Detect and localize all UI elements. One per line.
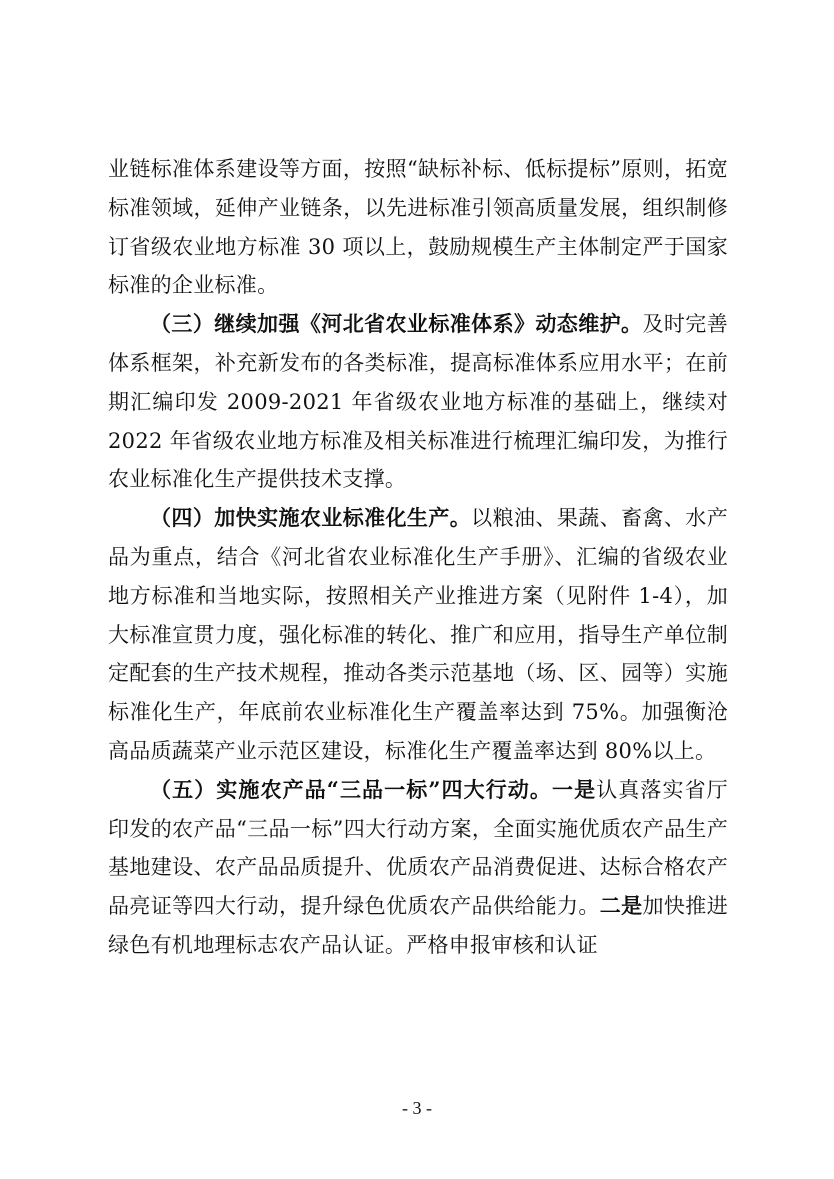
paragraph-4-text-a: 认真落实省厅印发的农产品“三品一标”四大行动方案，全面实施优质农产品生产基地建设、农产品品质提升、优质农产品消费促进、达标合格农产品亮证等四大行动，提升绿色优质农产品供给能力。	[108, 777, 728, 919]
paragraph-3-text: 以粮油、果蔬、畜禽、水产品为重点，结合《河北省农业标准化生产手册》、汇编的省级农业地方标准和当地实际，按照相关产业推进方案（见附件 1-4），加大标准宣贯力度，强化标准的转化、推广和应用，指导生产单位制定配套的生产技术规程，推动各类示范基地（场、区、园等）实施标准化生产，年底前农业标准化生产覆盖率达到 75%。加强衡沧高品质蔬菜产业示范区建设，标准化生产覆盖率达到 80%以上。	[108, 506, 728, 763]
paragraph-2-heading: （三）继续加强《河北省农业标准体系》动态维护。	[150, 311, 643, 337]
paragraph-4-heading: （五）实施农产品“三品一标”四大行动。一是	[150, 776, 597, 802]
paragraph-2	[108, 305, 728, 499]
paragraph-1-text: 业链标准体系建设等方面，按照“缺标补标、低标提标”原则，拓宽标准领域，延伸产业链条，以先进标准引领高质量发展，组织制修订省级农业地方标准 30 项以上，鼓励规模生产主体制定严于国家标准的企业标准。	[108, 157, 728, 298]
document-body	[108, 150, 728, 965]
paragraph-3-heading: （四）加快实施农业标准化生产。	[150, 505, 472, 531]
paragraph-3	[108, 499, 728, 771]
paragraph-4	[108, 771, 728, 965]
page-number: - 3 -	[402, 1098, 432, 1118]
paragraph-1	[108, 150, 728, 305]
paragraph-2-text: 及时完善体系框架，补充新发布的各类标准，提高标准体系应用水平；在前期汇编印发 2009-2021 年省级农业地方标准的基础上，继续对 2022 年省级农业地方标准及相关标准进行梳理汇编印发，为推行农业标准化生产提供技术支撑。	[108, 312, 729, 492]
paragraph-4-subheading: 二是	[599, 893, 643, 919]
paragraph-4-text-b: 加快推进绿色有机地理标志农产品认证。严格申报审核和认证	[108, 894, 728, 957]
